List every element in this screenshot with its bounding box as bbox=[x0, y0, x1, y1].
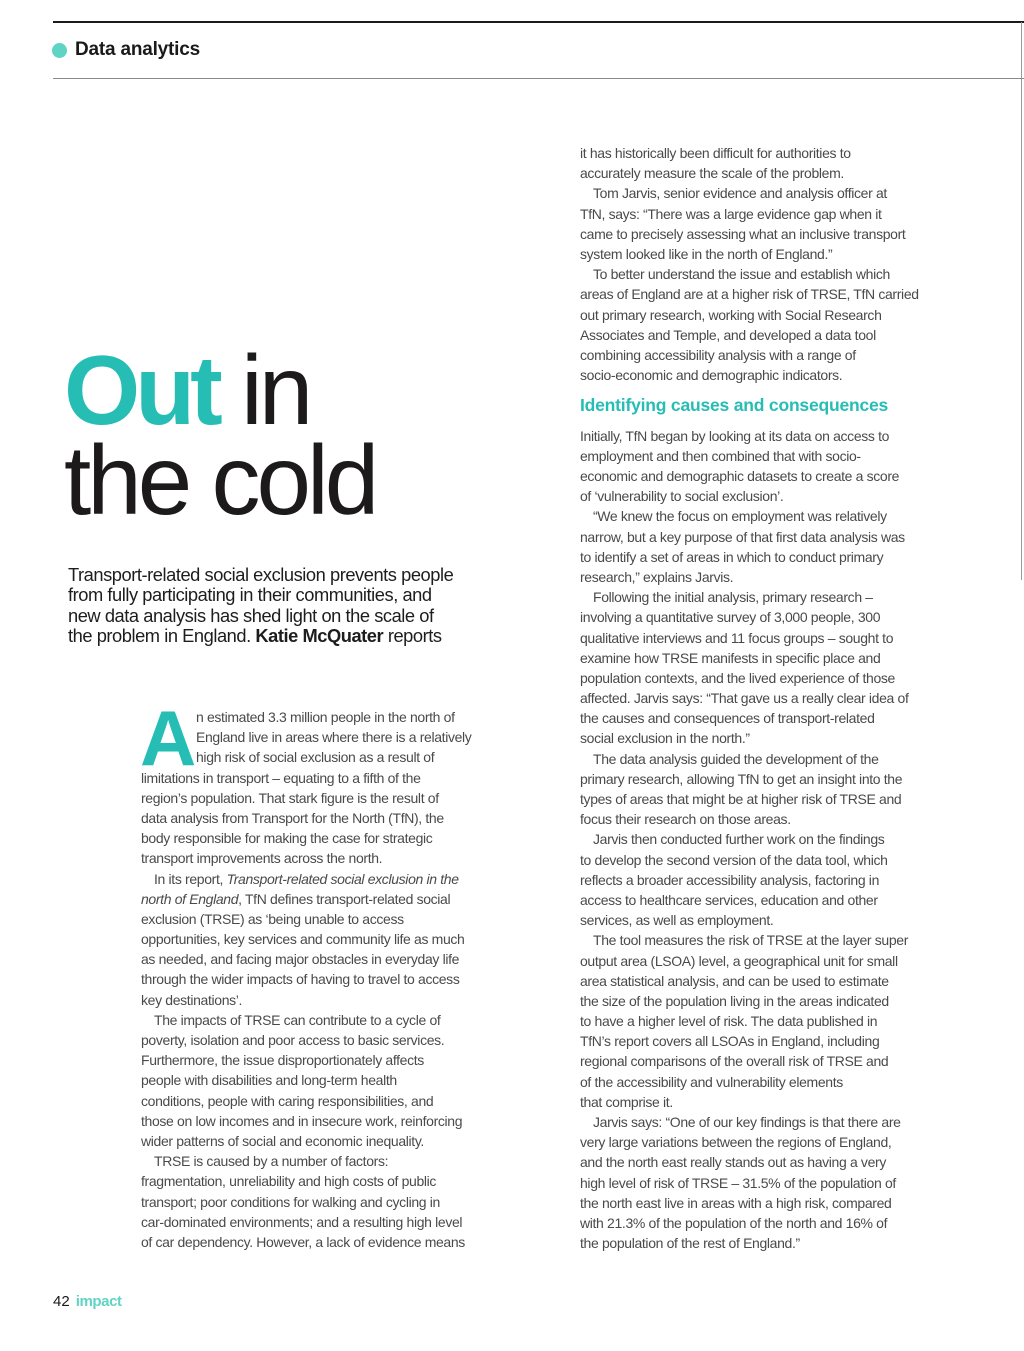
text-run: high level of risk of TRSE – 31.5% of the population of bbox=[580, 1174, 896, 1191]
text-line bbox=[141, 1010, 486, 1030]
text-run: , TfN defines transport-related social bbox=[238, 890, 451, 907]
text-line bbox=[580, 183, 925, 203]
text-line bbox=[580, 930, 925, 950]
text-run: primary research, allowing TfN to get an insight into the bbox=[580, 770, 903, 787]
text-line bbox=[580, 204, 925, 224]
text-run: transport; poor conditions for walking and cycling in bbox=[141, 1193, 440, 1210]
text-run: to develop the second version of the data tool, which bbox=[580, 851, 888, 868]
text-run: it has historically been difficult for authorities to bbox=[580, 145, 851, 161]
text-line bbox=[580, 991, 925, 1011]
text-run: fragmentation, unreliability and high costs of public bbox=[141, 1173, 437, 1190]
text-line bbox=[141, 808, 486, 828]
text-run: Jarvis says: “One of our key findings is that there are bbox=[593, 1114, 901, 1131]
text-run: “We knew the focus on employment was relatively bbox=[593, 508, 887, 525]
text-run: as needed, and facing major obstacles in everyday life bbox=[141, 951, 460, 968]
text-line bbox=[580, 426, 925, 446]
text-run: socio-economic and demographic indicators. bbox=[580, 367, 843, 384]
text-line bbox=[580, 305, 925, 325]
paragraph bbox=[580, 749, 925, 830]
text-run: limitations in transport – equating to a fifth of the bbox=[141, 769, 421, 786]
text-line bbox=[580, 1132, 925, 1152]
text-run: The data analysis guided the development of the bbox=[593, 750, 879, 767]
standfirst-line bbox=[68, 565, 453, 585]
text-line bbox=[141, 1091, 486, 1111]
text-run: Associates and Temple, and developed a data tool bbox=[580, 326, 876, 343]
text-line bbox=[580, 486, 925, 506]
paragraph bbox=[141, 869, 486, 1010]
text-run: system looked like in the north of England.” bbox=[580, 245, 833, 262]
text-run: reflects a broader accessibility analysis, factoring in bbox=[580, 871, 880, 888]
text-line bbox=[580, 527, 925, 547]
text-run: output area (LSOA) level, a geographical unit for small bbox=[580, 952, 898, 969]
text-line bbox=[580, 224, 925, 244]
text-run: Initially, TfN began by looking at its data on access to bbox=[580, 427, 890, 444]
text-line bbox=[580, 708, 925, 728]
text-run: body responsible for making the case for strategic bbox=[141, 830, 433, 847]
paragraph bbox=[580, 1112, 925, 1253]
text-line bbox=[141, 889, 486, 909]
paragraph bbox=[580, 426, 925, 507]
text-line bbox=[141, 990, 486, 1010]
text-run: very large variations between the regions of England, bbox=[580, 1134, 892, 1151]
text-line bbox=[580, 688, 925, 708]
byline-author: Katie McQuater bbox=[255, 625, 384, 647]
text-run: to have a higher level of risk. The data published in bbox=[580, 1013, 878, 1030]
text-run: the size of the population living in the areas indicated bbox=[580, 992, 889, 1009]
standfirst-line bbox=[68, 585, 453, 605]
text-run: wider patterns of social and economic inequality. bbox=[141, 1132, 424, 1149]
text-line bbox=[580, 1051, 925, 1071]
text-line bbox=[580, 446, 925, 466]
text-run: involving a quantitative survey of 3,000 people, 300 bbox=[580, 609, 881, 626]
text-line bbox=[580, 506, 925, 526]
text-line bbox=[580, 284, 925, 304]
text-run: narrow, but a key purpose of that first data analysis was bbox=[580, 528, 905, 545]
text-run: high risk of social exclusion as a result of bbox=[196, 749, 435, 766]
text-line bbox=[141, 1111, 486, 1131]
text-line bbox=[580, 547, 925, 567]
text-line bbox=[141, 969, 486, 989]
section-tag bbox=[52, 39, 200, 61]
text-line bbox=[580, 143, 925, 163]
text-run: region’s population. That stark figure is the result of bbox=[141, 789, 439, 806]
paragraph bbox=[580, 587, 925, 749]
text-run: employment and then combined that with socio- bbox=[580, 447, 861, 464]
text-run: of the accessibility and vulnerability elements bbox=[580, 1073, 843, 1090]
text-run: accurately measure the scale of the problem. bbox=[580, 165, 844, 182]
text-line bbox=[580, 910, 925, 930]
magazine-brand-logo: impact bbox=[75, 1293, 122, 1310]
text-line bbox=[580, 628, 925, 648]
text-run: qualitative interviews and 11 focus groups – sought to bbox=[580, 629, 894, 646]
text-run: car-dominated environments; and a resulting high level bbox=[141, 1213, 463, 1230]
text-run: exclusion (TRSE) as ‘being unable to access bbox=[141, 910, 404, 927]
text-line bbox=[580, 971, 925, 991]
text-line bbox=[580, 1011, 925, 1031]
text-line bbox=[580, 1092, 925, 1112]
text-line bbox=[580, 648, 925, 668]
text-run: TfN’s report covers all LSOAs in England, including bbox=[580, 1033, 880, 1050]
text-line bbox=[580, 1233, 925, 1253]
section-dot-icon bbox=[52, 43, 67, 58]
subheading: Identifying causes and consequences bbox=[580, 395, 889, 416]
paragraph bbox=[580, 829, 925, 930]
text-line bbox=[580, 244, 925, 264]
paragraph bbox=[580, 930, 925, 1112]
text-line bbox=[141, 949, 486, 969]
text-run: The tool measures the risk of TRSE at the layer super bbox=[593, 932, 909, 949]
text-line bbox=[580, 951, 925, 971]
text-line bbox=[580, 1173, 925, 1193]
text-line bbox=[580, 728, 925, 748]
text-run: population contexts, and the lived experience of those bbox=[580, 669, 895, 686]
text-run: through the wider impacts of having to travel to access bbox=[141, 971, 460, 988]
standfirst-line bbox=[68, 626, 453, 646]
drop-cap: A bbox=[140, 694, 197, 782]
text-run: out primary research, working with Social Research bbox=[580, 306, 882, 323]
text-run: Jarvis then conducted further work on the findings bbox=[593, 831, 885, 848]
text-line bbox=[580, 567, 925, 587]
text-line bbox=[141, 1171, 486, 1191]
text-line bbox=[580, 668, 925, 688]
text-run: The impacts of TRSE can contribute to a cycle of bbox=[154, 1011, 441, 1028]
text-line bbox=[580, 870, 925, 890]
text-line bbox=[580, 769, 925, 789]
article-headline bbox=[64, 335, 376, 535]
text-run: access to healthcare services, education and other bbox=[580, 891, 878, 908]
text-run: the causes and consequences of transport-related bbox=[580, 710, 875, 727]
text-line bbox=[141, 909, 486, 929]
standfirst bbox=[68, 565, 453, 647]
text-line bbox=[141, 929, 486, 949]
text-line bbox=[580, 345, 925, 365]
text-run: data analysis from Transport for the North (TfN), the bbox=[141, 809, 444, 826]
text-run: to identify a set of areas in which to conduct primary bbox=[580, 548, 884, 565]
header-rule bbox=[53, 21, 1024, 23]
paragraph bbox=[141, 1010, 486, 1151]
header-divider bbox=[53, 78, 1024, 79]
text-run: Tom Jarvis, senior evidence and analysis officer at bbox=[593, 185, 887, 202]
article-column-right bbox=[580, 143, 925, 1253]
page-footer bbox=[53, 1293, 122, 1310]
page-number: 42 bbox=[53, 1293, 70, 1310]
text-run: new data analysis has shed light on the scale of bbox=[68, 604, 434, 626]
text-run: In its report, bbox=[154, 870, 227, 887]
text-line bbox=[580, 1072, 925, 1092]
text-line bbox=[141, 1030, 486, 1050]
text-line bbox=[580, 829, 925, 849]
text-run: regional comparisons of the overall risk of TRSE and bbox=[580, 1053, 889, 1070]
text-line bbox=[580, 325, 925, 345]
text-run: areas of England are at a higher risk of TRSE, TfN carried bbox=[580, 286, 919, 303]
text-line bbox=[141, 1070, 486, 1090]
text-run: that comprise it. bbox=[580, 1093, 673, 1110]
text-line bbox=[580, 1031, 925, 1051]
text-run: TfN, says: “There was a large evidence gap when it bbox=[580, 205, 882, 222]
text-run: the north east live in areas with a high risk, compared bbox=[580, 1194, 892, 1211]
text-run: social exclusion in the north.” bbox=[580, 730, 750, 747]
text-run: combining accessibility analysis with a range of bbox=[580, 346, 856, 363]
text-line bbox=[580, 1152, 925, 1172]
text-line bbox=[141, 1151, 486, 1171]
text-line bbox=[141, 1212, 486, 1232]
paragraph bbox=[580, 183, 925, 264]
text-line bbox=[580, 1213, 925, 1233]
text-line bbox=[580, 749, 925, 769]
text-line bbox=[580, 163, 925, 183]
text-run: the problem in England. bbox=[68, 625, 256, 647]
text-run: those on low incomes and in insecure work, reinforcing bbox=[141, 1112, 463, 1129]
text-line bbox=[141, 1050, 486, 1070]
text-run: and the north east really stands out as having a very bbox=[580, 1154, 886, 1171]
text-run: transport improvements across the north. bbox=[141, 850, 383, 867]
text-line bbox=[141, 1192, 486, 1212]
text-run: Transport-related social exclusion prevents people bbox=[68, 564, 454, 585]
text-run: with 21.3% of the population of the north and 16% of bbox=[580, 1214, 888, 1231]
text-line bbox=[580, 789, 925, 809]
text-line bbox=[580, 587, 925, 607]
text-line bbox=[141, 1232, 486, 1252]
text-run: Furthermore, the issue disproportionately affects bbox=[141, 1052, 424, 1069]
text-line bbox=[580, 607, 925, 627]
paragraph bbox=[580, 506, 925, 587]
text-line bbox=[141, 828, 486, 848]
text-run: affected. Jarvis says: “That gave us a really clear idea of bbox=[580, 690, 909, 707]
text-run: poverty, isolation and poor access to basic services. bbox=[141, 1032, 445, 1048]
text-line bbox=[580, 264, 925, 284]
text-run: area statistical analysis, and can be used to estimate bbox=[580, 972, 889, 989]
text-run: TRSE is caused by a number of factors: bbox=[154, 1153, 389, 1170]
text-line bbox=[580, 850, 925, 870]
text-run: conditions, people with caring responsibilities, and bbox=[141, 1092, 434, 1109]
text-run: of car dependency. However, a lack of evidence means bbox=[141, 1233, 465, 1250]
headline-line2: the cold bbox=[64, 425, 376, 535]
text-run: economic and demographic datasets to create a score bbox=[580, 468, 900, 485]
text-line bbox=[141, 788, 486, 808]
text-line bbox=[141, 869, 486, 889]
page-edge-rule bbox=[1021, 22, 1022, 580]
text-run: key destinations’. bbox=[141, 991, 243, 1008]
text-run: of ‘vulnerability to social exclusion’. bbox=[580, 488, 784, 505]
paragraph bbox=[580, 143, 925, 183]
text-run: from fully participating in their communities, and bbox=[68, 584, 432, 606]
text-run: opportunities, key services and community life as much bbox=[141, 931, 465, 948]
text-line bbox=[580, 890, 925, 910]
text-line bbox=[580, 1112, 925, 1132]
text-run: types of areas that might be at higher risk of TRSE and bbox=[580, 791, 902, 808]
standfirst-line bbox=[68, 606, 453, 626]
text-line bbox=[580, 809, 925, 829]
text-run: Following the initial analysis, primary research – bbox=[593, 589, 873, 606]
text-run: England live in areas where there is a relatively bbox=[196, 729, 472, 746]
paragraph bbox=[141, 1151, 486, 1252]
text-run: came to precisely assessing what an inclusive transport bbox=[580, 225, 906, 242]
text-run: focus their research on those areas. bbox=[580, 811, 791, 828]
text-line bbox=[141, 848, 486, 868]
text-run: examine how TRSE manifests in specific place and bbox=[580, 649, 881, 666]
italic-title: Transport-related social exclusion in the bbox=[226, 870, 459, 887]
text-line bbox=[580, 1193, 925, 1213]
text-run: people with disabilities and long-term health bbox=[141, 1072, 397, 1089]
text-line bbox=[580, 466, 925, 486]
text-run: n estimated 3.3 million people in the north of bbox=[196, 709, 455, 725]
text-run: research,” explains Jarvis. bbox=[580, 568, 734, 585]
text-run: To better understand the issue and establish which bbox=[593, 266, 890, 283]
italic-title: north of England bbox=[141, 890, 239, 907]
article-column-left bbox=[140, 694, 486, 1252]
headline-accent-word: Out bbox=[64, 335, 218, 445]
text-line bbox=[141, 1131, 486, 1151]
text-run: the population of the rest of England.” bbox=[580, 1235, 800, 1252]
text-run: reports bbox=[383, 625, 442, 647]
headline-line1-rest: in bbox=[217, 335, 310, 445]
text-run: services, as well as employment. bbox=[580, 912, 774, 929]
section-label: Data analytics bbox=[75, 39, 200, 60]
